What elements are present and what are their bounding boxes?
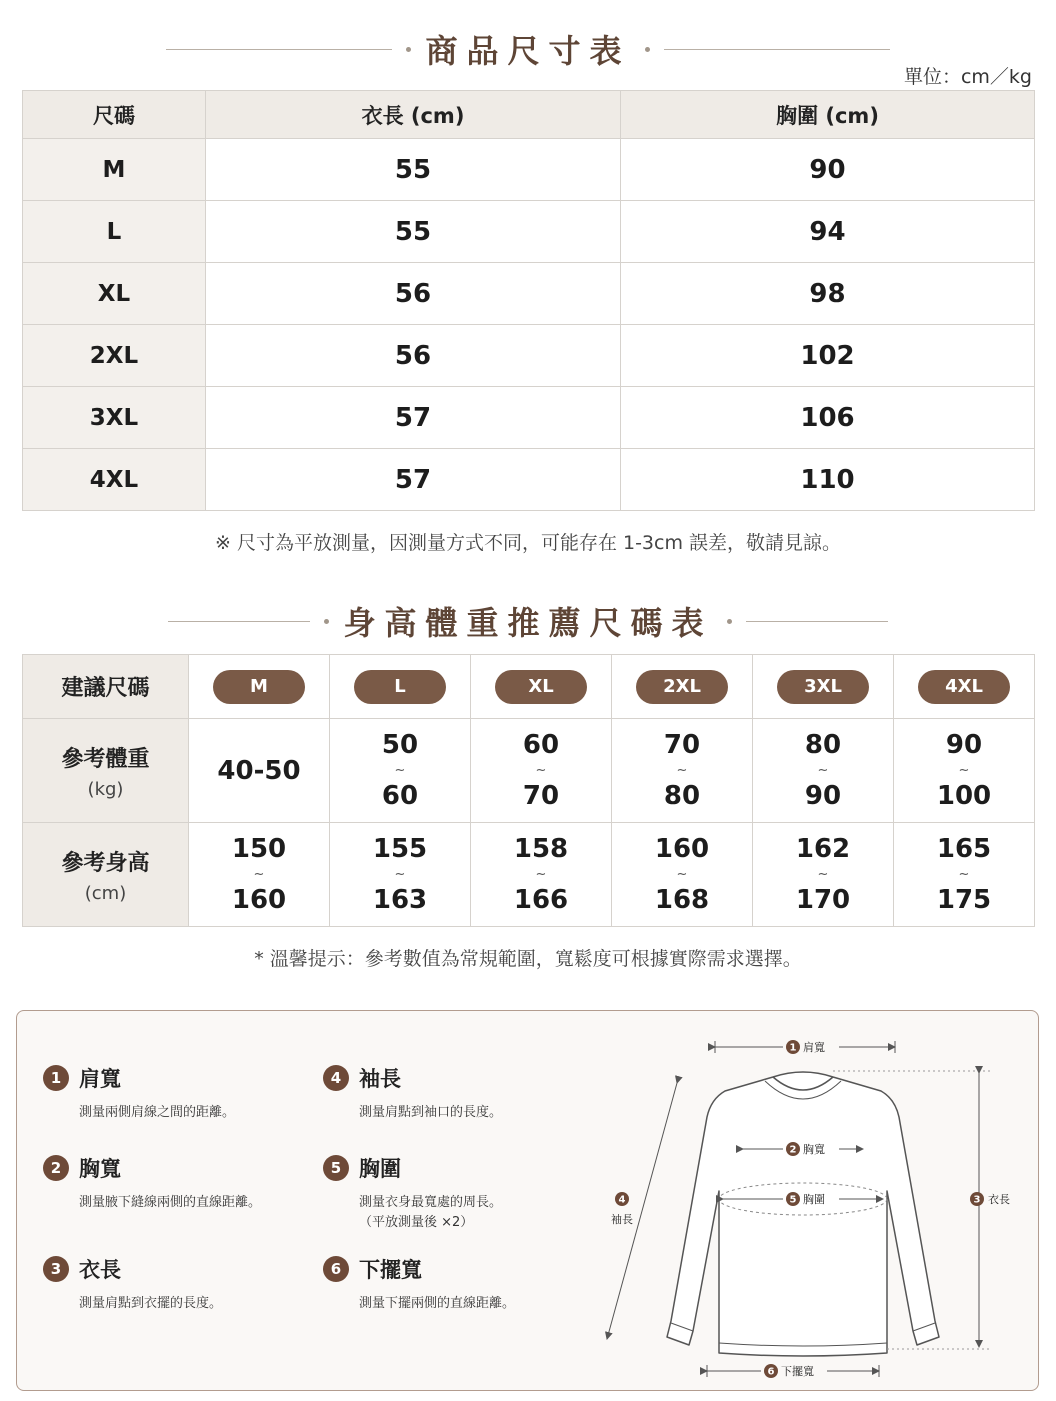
size-header-size: 尺碼	[23, 91, 206, 139]
weight-label: 參考體重	[61, 746, 150, 772]
height-high: 175	[936, 885, 992, 915]
weight-value: 40-50	[217, 755, 301, 786]
table-row	[23, 387, 1035, 449]
size-pill: 4XL	[918, 670, 1010, 704]
measure-desc-line: 測量衣身最寬處的周長。	[359, 1195, 503, 1210]
measure-item-shoulder	[43, 1063, 235, 1123]
measure-desc: 測量兩側肩線之間的距離。	[79, 1105, 236, 1120]
hem-label: 下擺寬	[781, 1365, 814, 1378]
size-note: ※ 尺寸為平放測量，因測量方式不同，可能存在 1-3cm 誤差，敬請見諒。	[214, 532, 842, 554]
measure-desc: 測量腋下縫線兩側的直線距離。	[79, 1195, 262, 1210]
recommend-heading	[0, 598, 1056, 644]
weight-cell	[189, 719, 330, 823]
number-badge: 2	[43, 1155, 69, 1181]
chest-cell: 102	[621, 325, 1035, 387]
range-tilde: ~	[817, 763, 829, 778]
weight-high: 100	[936, 781, 992, 811]
recommend-title: 身高體重推薦尺碼表	[343, 604, 713, 642]
size-cell: XL	[23, 263, 206, 325]
sleeve-label: 袖長	[611, 1213, 633, 1226]
measure-desc	[359, 1193, 502, 1233]
height-cell	[894, 823, 1035, 927]
height-low: 162	[795, 834, 851, 864]
chest-cell: 110	[621, 449, 1035, 511]
chest-cell: 98	[621, 263, 1035, 325]
length-cell: 56	[206, 325, 621, 387]
shirt-diagram	[597, 1021, 1037, 1386]
height-high: 160	[231, 885, 287, 915]
size-pill: XL	[495, 670, 587, 704]
height-low: 150	[231, 834, 287, 864]
weight-cell	[753, 719, 894, 823]
height-cell	[330, 823, 471, 927]
number-badge: 6	[323, 1256, 349, 1282]
height-label: 參考身高	[61, 850, 150, 876]
recommend-size-label: 建議尺碼	[23, 655, 189, 719]
weight-high: 90	[804, 781, 842, 811]
length-cell: 56	[206, 263, 621, 325]
badge-number: 1	[789, 1042, 797, 1054]
height-high: 168	[654, 885, 710, 915]
size-table	[22, 90, 1035, 511]
weight-high: 60	[381, 781, 419, 811]
weight-low: 80	[804, 730, 842, 760]
measure-name: 衣長	[79, 1258, 121, 1282]
size-pill-cell	[894, 655, 1035, 719]
measure-item-sleeve	[323, 1063, 502, 1123]
size-cell: 3XL	[23, 387, 206, 449]
chest-cell: 94	[621, 201, 1035, 263]
number-badge: 4	[323, 1065, 349, 1091]
height-high: 163	[372, 885, 428, 915]
size-chart-title: 商品尺寸表	[425, 32, 631, 70]
size-header-length: 衣長 (cm)	[206, 91, 621, 139]
shirt-outline	[667, 1072, 939, 1356]
recommend-note: * 溫馨提示：參考數值為常規範圍，寬鬆度可根據實際需求選擇。	[254, 948, 802, 970]
size-cell: 4XL	[23, 449, 206, 511]
number-badge: 1	[43, 1065, 69, 1091]
table-row	[23, 263, 1035, 325]
size-pill-cell	[189, 655, 330, 719]
measure-name: 袖長	[359, 1067, 401, 1091]
size-cell: M	[23, 139, 206, 201]
weight-low: 90	[945, 730, 983, 760]
size-pill: L	[354, 670, 446, 704]
unit-label: 單位：cm／kg	[903, 66, 1032, 88]
measure-name: 胸寬	[79, 1157, 121, 1181]
weight-row	[23, 719, 1035, 823]
shirt-diagram-svg	[597, 1021, 1037, 1386]
range-tilde: ~	[394, 763, 406, 778]
number-badge: 3	[43, 1256, 69, 1282]
badge-number: 2	[789, 1144, 797, 1156]
range-tilde: ~	[958, 867, 970, 882]
number-badge: 5	[323, 1155, 349, 1181]
chest-width-label: 胸寬	[803, 1143, 825, 1156]
height-low: 158	[513, 834, 569, 864]
chest-label: 胸圍	[803, 1193, 825, 1206]
badge-number: 5	[789, 1194, 797, 1206]
weight-cell	[471, 719, 612, 823]
height-low: 155	[372, 834, 428, 864]
height-label-cell	[23, 823, 189, 927]
height-cell	[189, 823, 330, 927]
heading-dot	[324, 619, 329, 624]
weight-unit: (kg)	[87, 778, 124, 800]
measure-desc: 測量肩點到衣擺的長度。	[79, 1296, 223, 1311]
weight-low: 70	[663, 730, 701, 760]
table-row	[23, 325, 1035, 387]
length-cell: 57	[206, 387, 621, 449]
heading-dot	[645, 47, 650, 52]
height-unit: (cm)	[84, 882, 127, 904]
range-tilde: ~	[676, 867, 688, 882]
range-tilde: ~	[535, 763, 547, 778]
recommend-table	[22, 654, 1035, 927]
size-pill: 2XL	[636, 670, 728, 704]
range-tilde: ~	[535, 867, 547, 882]
weight-cell	[330, 719, 471, 823]
measure-name: 下擺寬	[359, 1258, 422, 1282]
size-pill-cell	[471, 655, 612, 719]
height-low: 160	[654, 834, 710, 864]
heading-line-left	[166, 49, 392, 50]
measure-item-length	[43, 1254, 222, 1314]
heading-line-right	[664, 49, 890, 50]
size-header-chest: 胸圍 (cm)	[621, 91, 1035, 139]
table-row	[23, 139, 1035, 201]
measure-name: 胸圍	[359, 1157, 401, 1181]
size-cell: 2XL	[23, 325, 206, 387]
weight-low: 50	[381, 730, 419, 760]
size-row	[23, 655, 1035, 719]
heading-line-right	[746, 621, 888, 622]
length-cell: 55	[206, 201, 621, 263]
weight-high: 70	[522, 781, 560, 811]
badge-number: 4	[618, 1194, 626, 1206]
chest-cell: 90	[621, 139, 1035, 201]
height-cell	[471, 823, 612, 927]
range-tilde: ~	[676, 763, 688, 778]
height-row	[23, 823, 1035, 927]
table-row	[23, 201, 1035, 263]
badge-number: 6	[767, 1366, 775, 1378]
heading-line-left	[168, 621, 310, 622]
table-row	[23, 449, 1035, 511]
range-tilde: ~	[394, 867, 406, 882]
measure-desc-line: （平放測量後 ×2）	[359, 1215, 474, 1230]
measure-item-chest	[323, 1153, 502, 1233]
measure-desc: 測量下擺兩側的直線距離。	[359, 1296, 516, 1311]
height-low: 165	[936, 834, 992, 864]
length-label: 衣長	[988, 1193, 1010, 1206]
length-cell: 55	[206, 139, 621, 201]
range-tilde: ~	[817, 867, 829, 882]
size-pill: 3XL	[777, 670, 869, 704]
measure-name: 肩寬	[79, 1067, 121, 1091]
height-cell	[753, 823, 894, 927]
measure-desc: 測量肩點到袖口的長度。	[359, 1105, 503, 1120]
size-pill-cell	[612, 655, 753, 719]
range-tilde: ~	[253, 867, 265, 882]
heading-dot	[727, 619, 732, 624]
weight-cell	[612, 719, 753, 823]
height-high: 166	[513, 885, 569, 915]
shoulder-label: 肩寬	[803, 1041, 825, 1054]
size-chart-heading	[0, 26, 1056, 72]
weight-high: 80	[663, 781, 701, 811]
height-high: 170	[795, 885, 851, 915]
size-pill-cell	[753, 655, 894, 719]
size-pill: M	[213, 670, 305, 704]
heading-dot	[406, 47, 411, 52]
size-cell: L	[23, 201, 206, 263]
weight-low: 60	[522, 730, 560, 760]
weight-cell	[894, 719, 1035, 823]
measure-item-hem	[323, 1254, 515, 1314]
height-cell	[612, 823, 753, 927]
measure-item-chest-width	[43, 1153, 261, 1213]
range-tilde: ~	[958, 763, 970, 778]
chest-cell: 106	[621, 387, 1035, 449]
length-cell: 57	[206, 449, 621, 511]
measure-guide	[16, 1010, 1039, 1391]
size-pill-cell	[330, 655, 471, 719]
badge-number: 3	[973, 1194, 981, 1206]
weight-label-cell	[23, 719, 189, 823]
